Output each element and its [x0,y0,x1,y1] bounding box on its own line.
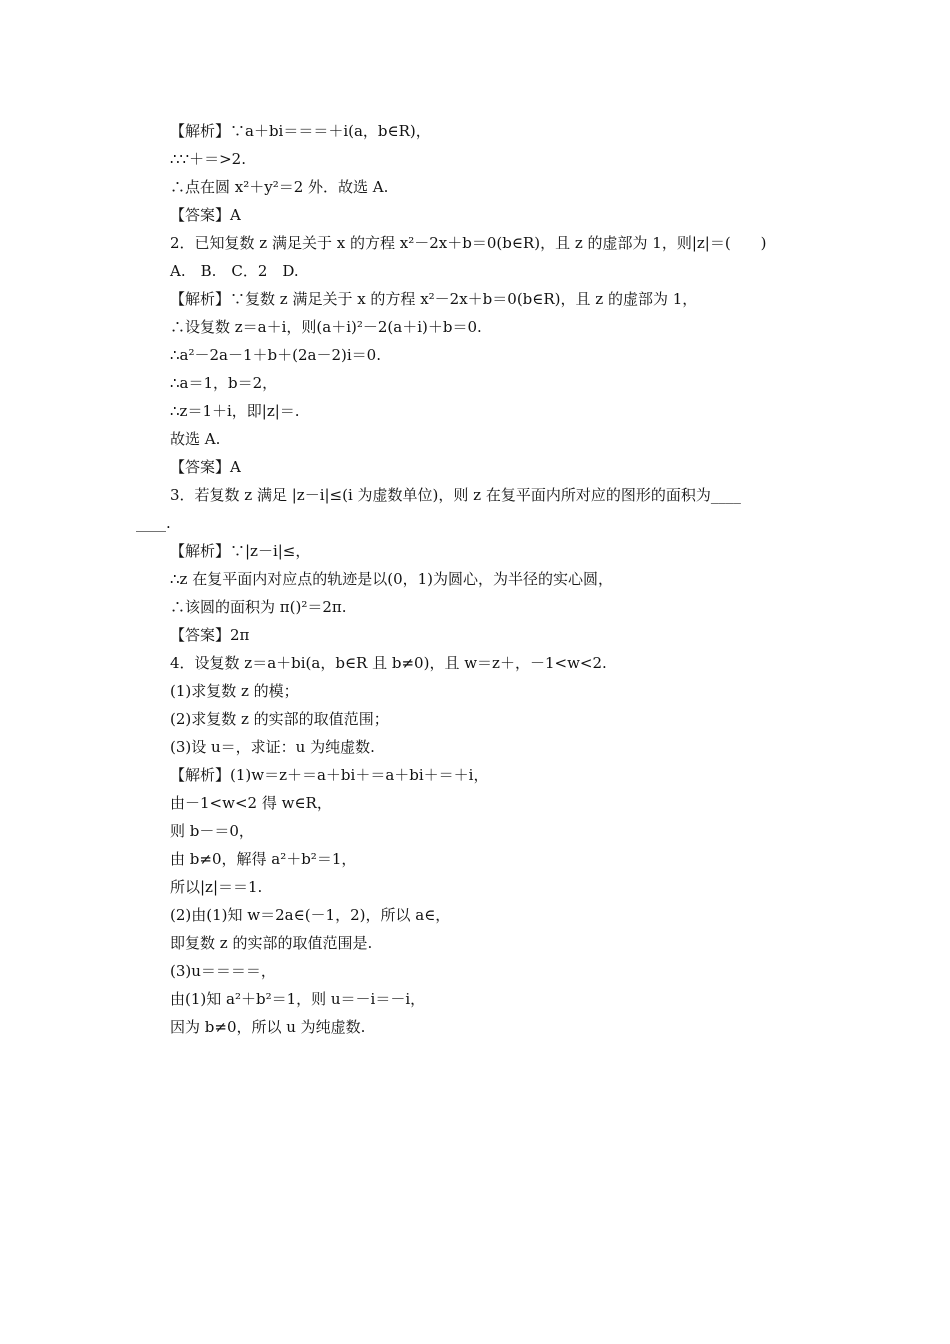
question-2-options: A. B. C．2 D. [170,262,299,280]
analysis-line-3: 【解析】∵|z－i|≤， [170,542,311,560]
text-line: ∴z＝1＋i，即|z|＝. [170,402,300,420]
answer-line: 【答案】A [170,206,241,224]
analysis-line-2: 【解析】∵复数 z 满足关于 x 的方程 x²－2x＋b＝0(b∈R)，且 z 的虚部为 1， [170,290,698,308]
answer-line: 【答案】2π [170,626,250,644]
text-line: ∴点在圆 x²＋y²＝2 外．故选 A. [170,178,389,196]
question-3: 3．若复数 z 满足 |z－i|≤(i 为虚数单位)，则 z 在复平面内所对应的图形的面积为____ [170,486,741,504]
question-3-continuation: ____. [136,514,171,532]
text-line: ∴∵＋＝>2. [170,150,246,168]
text-line: (2)由(1)知 w＝2a∈(－1，2)，所以 a∈， [170,906,451,924]
answer-line: 【答案】A [170,458,241,476]
text-line: 因为 b≠0，所以 u 为纯虚数. [170,1018,366,1036]
text-line: ∴该圆的面积为 π()²＝2π. [170,598,347,616]
text-line: 由 b≠0，解得 a²＋b²＝1， [170,850,357,868]
text-line: 故选 A. [170,430,221,448]
text-line: 由(1)知 a²＋b²＝1，则 u＝－i＝－i， [170,990,426,1008]
text-line: 由－1<w<2 得 w∈R， [170,794,332,812]
text-line: ∴设复数 z＝a＋i，则(a＋i)²－2(a＋i)＋b＝0. [170,318,482,336]
text-line: 即复数 z 的实部的取值范围是. [170,934,373,952]
text-line: 则 b－＝0， [170,822,254,840]
text-line: ∴z 在复平面内对应点的轨迹是以(0，1)为圆心，为半径的实心圆， [170,570,614,588]
question-4-part-3: (3)设 u＝，求证：u 为纯虚数. [170,738,375,756]
question-2: 2．已知复数 z 满足关于 x 的方程 x²－2x＋b＝0(b∈R)，且 z 的虚部为 1，则|z|＝( ) [170,234,767,252]
question-4: 4．设复数 z＝a＋bi(a，b∈R 且 b≠0)，且 w＝z＋，－1<w<2. [170,654,607,672]
question-4-part-1: (1)求复数 z 的模； [170,682,299,700]
question-4-part-2: (2)求复数 z 的实部的取值范围； [170,710,389,728]
text-line: (3)u＝＝＝＝， [170,962,276,980]
text-line: ∴a＝1，b＝2， [170,374,278,392]
text-line: 所以|z|＝＝1. [170,878,263,896]
analysis-line-4: 【解析】(1)w＝z＋＝a＋bi＋＝a＋bi＋＝＋i， [170,766,489,784]
analysis-line-1: 【解析】∵a＋bi＝＝＝＋i(a，b∈R)， [170,122,431,140]
text-line: ∴a²－2a－1＋b＋(2a－2)i＝0. [170,346,381,364]
